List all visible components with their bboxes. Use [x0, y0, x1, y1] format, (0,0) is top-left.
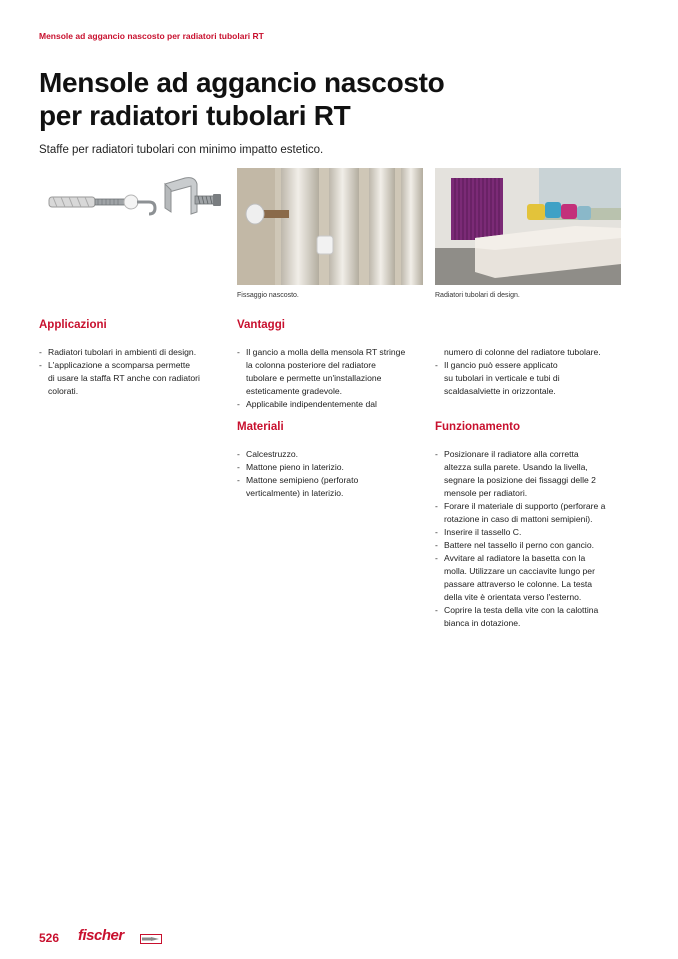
list-item: colorati. — [48, 386, 79, 396]
list-item: esteticamente gradevole. — [246, 386, 343, 396]
list-item: di usare la staffa RT anche con radiatori — [48, 373, 200, 383]
applicazioni-list — [39, 346, 224, 398]
list-item: - Applicabile indipendentemente dal — [237, 398, 425, 411]
section-heading-funzionamento: Funzionamento — [435, 421, 520, 433]
list-item: passare attraverso le colonne. La testa — [444, 579, 593, 589]
page-title-line-1: Mensole ad aggancio nascosto — [39, 67, 445, 98]
photo-design-radiator — [435, 168, 621, 285]
list-item: verticalmente) in laterizio. — [246, 488, 344, 498]
page-title-line-2: per radiatori tubolari RT — [39, 100, 351, 131]
list-item: - Il gancio a molla della mensola RT stringe — [237, 346, 425, 359]
radiator-column-photo — [237, 168, 423, 285]
list-item: la colonna posteriore del radiatore — [246, 360, 376, 370]
funzionamento-list — [435, 448, 635, 630]
materiali-list — [237, 448, 425, 500]
list-item: tubolare e permette un'installazione — [246, 373, 382, 383]
list-item: - Avvitare al radiatore la basetta con la — [435, 552, 635, 565]
list-item: - Mattone semipieno (perforato — [237, 474, 425, 487]
photo-hidden-fixing — [237, 168, 423, 285]
list-item: mensole per radiatori. — [444, 488, 528, 498]
photo-caption-design-radiator: Radiatori tubolari di design. — [435, 292, 520, 299]
photo-caption-hidden-fixing: Fissaggio nascosto. — [237, 292, 299, 299]
list-item: molla. Utilizzare un cacciavite lungo per — [444, 566, 595, 576]
page-title — [39, 66, 599, 132]
list-item: altezza sulla parete. Usando la livella, — [444, 462, 588, 472]
list-item: su tubolari in verticale e tubi di — [444, 373, 560, 383]
list-item: della vite è orientata verso l'esterno. — [444, 592, 582, 602]
product-image — [45, 168, 225, 230]
list-item: - Radiatori tubolari in ambienti di design. — [39, 346, 224, 359]
list-item: - Mattone pieno in laterizio. — [237, 461, 425, 474]
list-item: - Inserire il tassello C. — [435, 526, 635, 539]
list-item: segnare la posizione dei fissaggi delle 2 — [444, 475, 596, 485]
list-item: bianca in dotazione. — [444, 618, 521, 628]
living-room-photo — [435, 168, 621, 285]
bracket-icon — [45, 168, 225, 230]
list-item: - Il gancio può essere applicato — [435, 359, 625, 372]
brand-mark-icon — [140, 931, 162, 949]
list-item: numero di colonne del radiatore tubolare. — [444, 347, 601, 357]
list-item: - Forare il materiale di supporto (perforare a — [435, 500, 635, 513]
brand-logo: fischer — [78, 927, 124, 944]
list-item: rotazione in caso di mattoni semipieni). — [444, 514, 593, 524]
list-item: - Posizionare il radiatore alla corretta — [435, 448, 635, 461]
section-heading-vantaggi: Vantaggi — [237, 319, 285, 331]
section-heading-applicazioni: Applicazioni — [39, 319, 107, 331]
vantaggi-list-col1 — [237, 346, 425, 411]
list-item: - Coprire la testa della vite con la calottina — [435, 604, 635, 617]
running-header: Mensole ad aggancio nascosto per radiatori tubolari RT — [39, 31, 264, 41]
section-heading-materiali: Materiali — [237, 421, 284, 433]
list-item: - Battere nel tassello il perno con gancio. — [435, 539, 635, 552]
page-number: 526 — [39, 931, 60, 945]
page-subtitle: Staffe per radiatori tubolari con minimo impatto estetico. — [39, 144, 324, 156]
list-item: - Calcestruzzo. — [237, 448, 425, 461]
list-item: scaldasalviette in orizzontale. — [444, 386, 556, 396]
vantaggi-list-col2 — [435, 346, 625, 398]
list-item: - L'applicazione a scomparsa permette — [39, 359, 224, 372]
